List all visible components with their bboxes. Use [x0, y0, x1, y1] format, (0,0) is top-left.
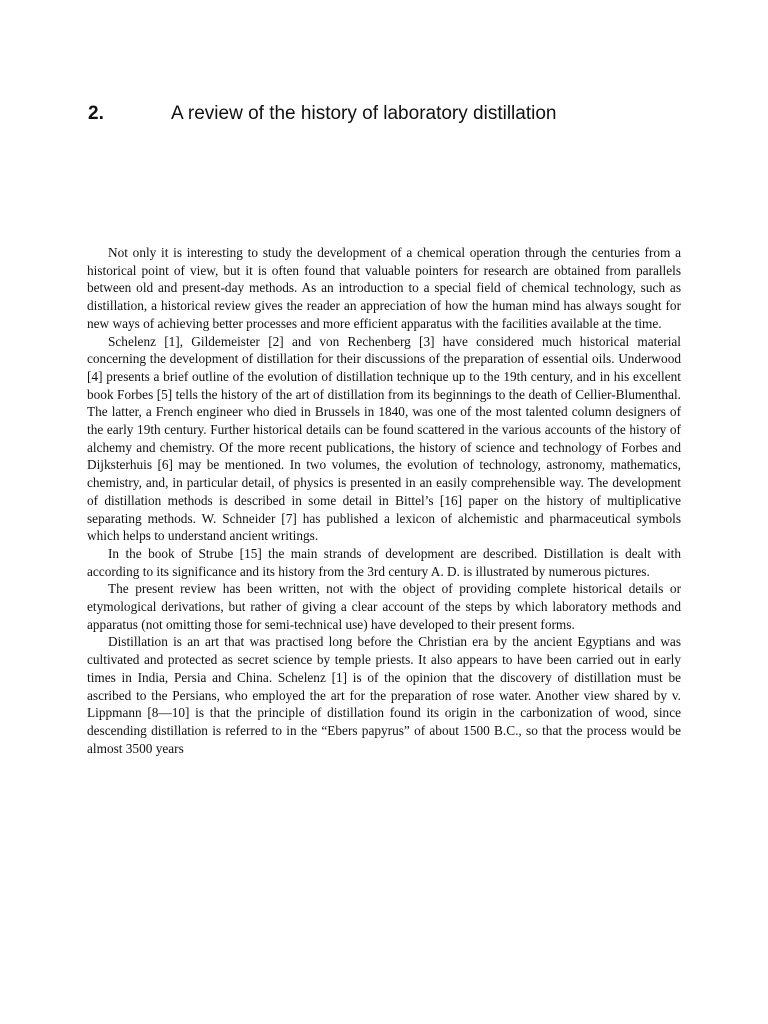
chapter-number: 2.: [88, 103, 104, 124]
body-text: [87, 244, 681, 757]
paragraph: The present review has been written, not with the object of providing complete historical details or etymological derivations, but rather of giving a clear account of the steps by which laboratory methods and apparatus (not omitting those for semi-technical use) have developed to their present forms.: [87, 581, 681, 632]
paragraph: Schelenz [1], Gildemeister [2] and von Rechenberg [3] have considered much historical material concerning the development of distillation for their discussions of the preparation of essential oils. Underwood [4] presents a brief outline of the evolution of distillation technique up to the 19th century, and in his excellent book Forbes [5] tells the history of the art of distillation from its beginnings to the death of Cellier-Blumenthal. The latter, a French engineer who died in Brussels in 1840, was one of the most talented column designers of the early 19th century. Further historical details can be found scattered in the various accounts of the history of alchemy and chemistry. Of the more recent publications, the history of science and technology of Forbes and Dijksterhuis [6] may be mentioned. In two volumes, the evolution of technology, astronomy, mathematics, chemistry, and, in particular detail, of physics is presented in an easily comprehensible way. The development of distillation methods is described in some detail in Bittel’s [16] paper on the history of multiplicative separating methods. W. Schneider [7] has published a lexicon of alchemistic and pharmaceutical symbols which helps to understand ancient writings.: [87, 333, 681, 544]
paragraph: Distillation is an art that was practised long before the Christian era by the ancient Egyptians and was cultivated and protected as secret science by temple priests. It also appears to have been carried out in early times in India, Persia and China. Schelenz [1] is of the opinion that the discovery of distillation must be ascribed to the Persians, who employed the art for the preparation of rose water. Another view shared by v. Lippmann [8—10] is that the principle of distillation found its origin in the carbonization of wood, since descending distillation is referred to in the “Ebers papyrus” of about 1500 B.C., so that the process would be almost 3500 years: [87, 634, 681, 756]
chapter-title: A review of the history of laboratory distillation: [171, 103, 557, 124]
chapter-heading: [88, 100, 688, 130]
paragraph: In the book of Strube [15] the main strands of development are described. Distillation is dealt with according to its significance and its history from the 3rd century A. D. is illustrated by numerous pictures.: [87, 545, 681, 579]
paragraph: Not only it is interesting to study the development of a chemical operation through the centuries from a historical point of view, but it is often found that valuable pointers for research are obtained from parallels between old and present-day methods. As an introduction to a special field of chemical technology, such as distillation, a historical review gives the reader an appreciation of how the human mind has always sought for new ways of achieving better processes and more efficient apparatus with the facilities available at the time.: [87, 245, 681, 331]
